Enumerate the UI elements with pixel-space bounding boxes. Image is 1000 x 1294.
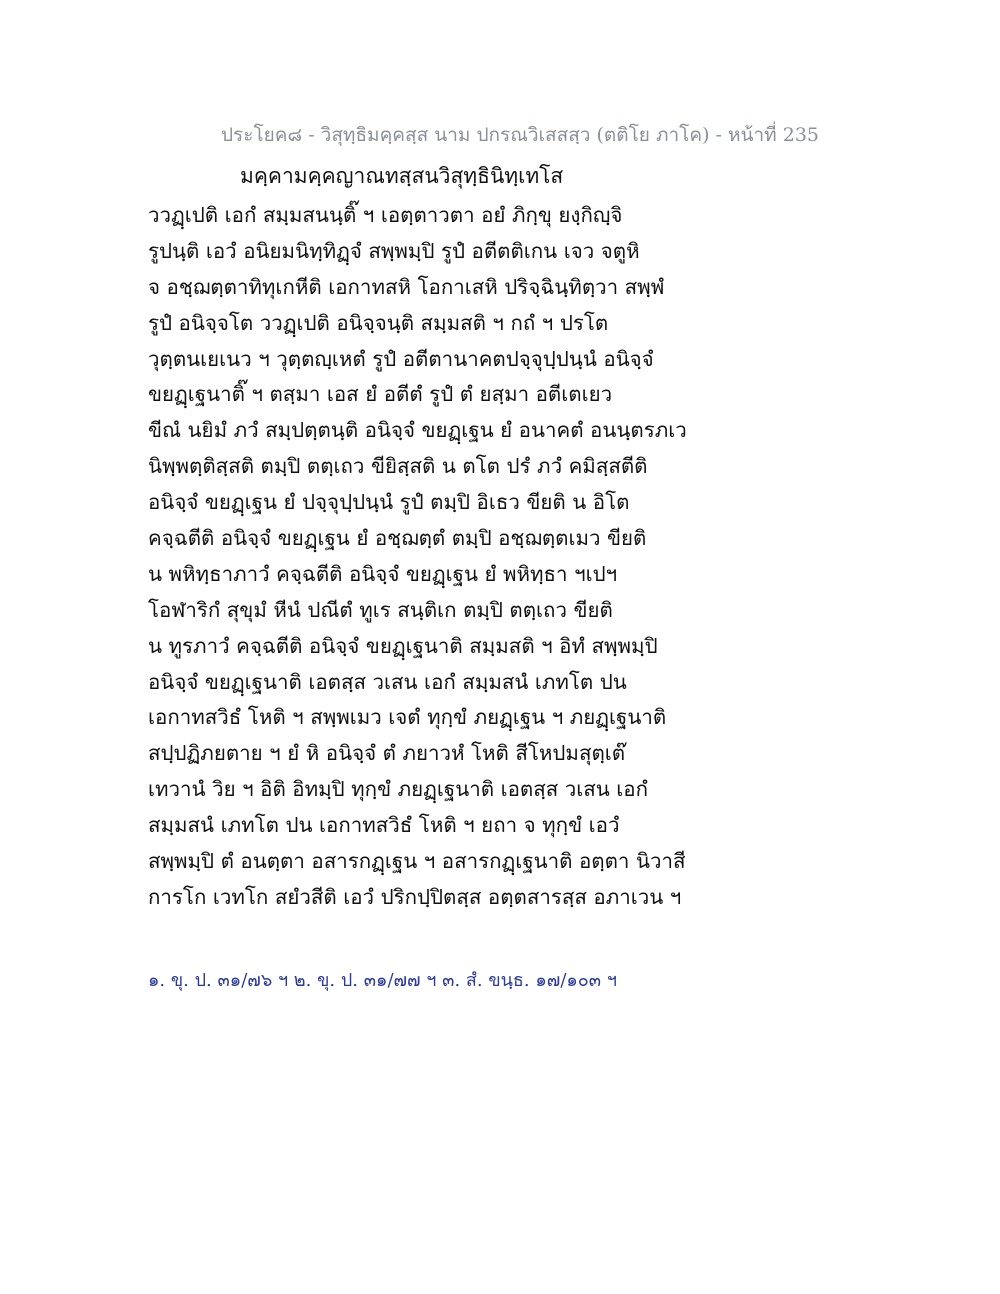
body-line: คจฺฉตีติ อนิจฺจํ ขยฏฺเฐน ยํ อชฺฌตฺตํ ตมฺปิ อชฺฌตฺตเมว ขียติ — [148, 526, 647, 551]
body-line: จ อชฺฌตฺตาทิทุเกหีติ เอกาทสหิ โอกาเสหิ ปริจฺฉินฺทิตฺวา สพฺพํ — [148, 274, 665, 299]
body-line: อนิจฺจํ ขยฏฺเฐนาติ เอตสฺส วเสน เอกํ สมฺมสนํ เภทโต ปน — [148, 669, 627, 694]
body-line: นิพฺพตฺติสฺสติ ตมฺปิ ตตฺเถว ขียิสฺสติ น ตโต ปรํ ภวํ คมิสฺสตีติ — [148, 454, 648, 479]
body-line: สปฺปฏิภยตาย ฯ ยํ หิ อนิจฺจํ ตํ ภยาวหํ โหติ สีโหปมสุตฺเต๊ — [148, 741, 626, 766]
body-text — [148, 198, 708, 916]
body-line: วุตฺตนเยเนว ฯ วุตฺตญฺเหตํ รูปํ อตีตานาคตปจฺจุปฺปนฺนํ อนิจฺจํ — [148, 346, 654, 371]
body-line: ววฏฺเปติ เอกํ สมฺมสนนฺติ๊ ฯ เอตฺตาวตา อยํ ภิกฺขุ ยงฺกิญฺจิ — [148, 203, 623, 227]
section-title: มคฺคามคฺคญาณทสฺสนวิสุทฺธินิทฺเทโส — [240, 164, 564, 188]
body-line: สมฺมสนํ เภทโต ปน เอกาทสวิธํ โหติ ฯ ยถา จ ทุกฺขํ เอวํ — [148, 813, 620, 838]
body-line: สพฺพมฺปิ ตํ อนตฺตา อสารกฏฺเฐน ฯ อสารกฏฺเฐนาติ อตฺตา นิวาสี — [148, 849, 686, 874]
body-line: น ทูรภาวํ คจฺฉตีติ อนิจฺจํ ขยฏฺเฐนาติ สมฺมสติ ฯ อิทํ สพฺพมฺปิ — [148, 633, 658, 658]
body-line: น พหิทฺธาภาวํ คจฺฉตีติ อนิจฺจํ ขยฏฺเฐน ยํ พหิทฺธา ฯเปฯ — [148, 561, 618, 586]
body-line: โอฬาริกํ สุขุมํ หีนํ ปณีตํ ทูเร สนฺติเก ตมฺปิ ตตฺเถว ขียติ — [148, 597, 613, 622]
running-header: ประโยค๘ - วิสุทฺธิมคฺคสฺส นาม ปกรณวิเสสสฺว (ตติโย ภาโค) - หน้าที่ 235 — [220, 124, 820, 146]
body-line: เอกาทสวิธํ โหติ ฯ สพฺพเมว เจตํ ทุกฺขํ ภยฏฺเฐน ฯ ภยฏฺเฐนาติ — [148, 705, 667, 730]
body-line: ขีณํ นยิมํ ภวํ สมฺปตฺตนฺติ อนิจฺจํ ขยฏฺเฐน ยํ อนาคตํ อนนฺตรภเว — [148, 418, 687, 443]
body-line: ขยฏฺเฐนาติ๊ ฯ ตสฺมา เอส ยํ อตีตํ รูปํ ตํ ยสฺมา อตีเตเยว — [148, 382, 613, 407]
body-line: รูปํ อนิจฺจโต ววฏฺเปติ อนิจฺจนฺติ สมฺมสติ ฯ กถํ ฯ ปรโต — [148, 310, 609, 335]
body-line: รูปนฺติ เอวํ อนิยมนิทฺทิฏฺจํ สพฺพมฺปิ รูปํ อตีตติเกน เจว จตูหิ — [148, 238, 640, 263]
body-line: อนิจฺจํ ขยฏฺเฐน ยํ ปจฺจุปฺปนฺนํ รูปํ ตมฺปิ อิเธว ขียติ น อิโต — [148, 490, 630, 515]
footnote: ๑. ขุ. ป. ๓๑/๗๖ ฯ ๒. ขุ. ป. ๓๑/๗๗ ฯ ๓. สํ. ขนฺธ. ๑๗/๑๐๓ ฯ — [148, 970, 617, 991]
body-line: เทวานํ วิย ฯ อิติ อิทมฺปิ ทุกฺขํ ภยฏฺเฐนาติ เอตสฺส วเสน เอกํ — [148, 777, 649, 802]
body-line: การโก เวทโก สยํวสีติ เอวํ ปริกปฺปิตสฺส อตฺตสารสฺส อภาเวน ฯ — [148, 884, 682, 909]
